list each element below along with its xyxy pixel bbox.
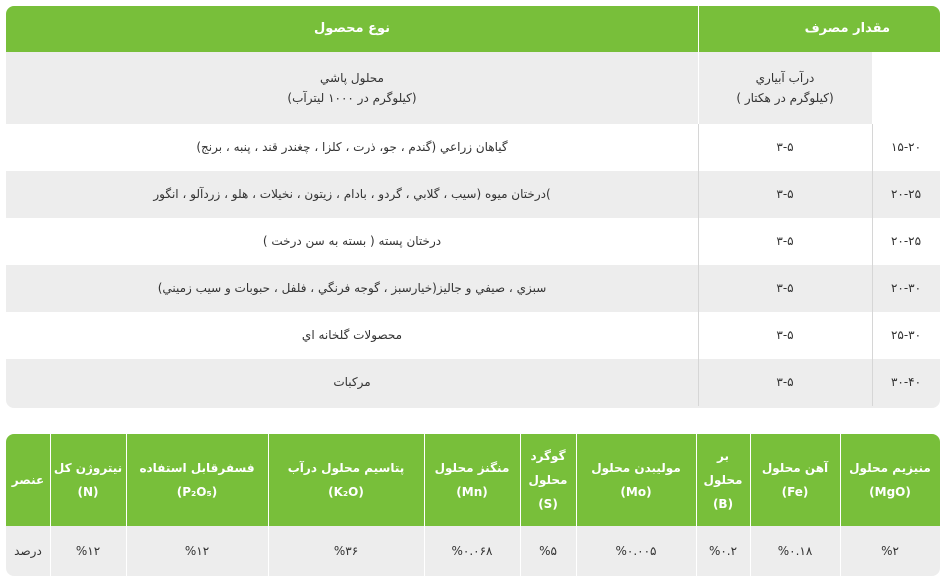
- foliar-rate-cell: ۲۵-۳۰: [890, 328, 922, 342]
- irrigation-subheader-line2: ( كيلوگرم در هكتار): [736, 91, 834, 105]
- irrigation-rate-cell: ۳-۵: [776, 234, 794, 248]
- element-symbol: (S): [538, 497, 558, 511]
- irrigation-rate-cell: ۳-۵: [776, 328, 794, 342]
- element-header-iron: [750, 434, 840, 526]
- foliar-rate-cell: ۱۵-۲۰: [890, 140, 922, 154]
- irrigation-rate-cell: ۳-۵: [776, 187, 794, 201]
- element-symbol: (MgO): [869, 485, 911, 499]
- empty-subheader-cell: [872, 52, 940, 124]
- value-cell-phosphorus: %۱۲: [184, 544, 210, 558]
- irrigation-rate-cell: ۳-۵: [776, 140, 794, 154]
- element-name: پتاسيم محلول درآب: [287, 461, 405, 475]
- value-divider: [50, 526, 51, 576]
- element-symbol: (N): [77, 485, 99, 499]
- element-qualifier: محلول: [528, 473, 568, 487]
- value-cell-molybdenum: %۰.۰۰۵: [615, 544, 657, 558]
- irrigation-subheader: [698, 52, 872, 124]
- crop-cell: درختان پسته ( بسته به سن درخت ): [262, 234, 442, 248]
- element-name: موليبدن محلول: [591, 461, 681, 475]
- value-cell-potassium: %۳۶: [333, 544, 359, 558]
- value-cell-sulfur: %۵: [539, 544, 557, 558]
- element-label-header: [6, 434, 50, 526]
- table-row: [6, 359, 940, 408]
- element-header-manganese: [424, 434, 520, 526]
- value-cell-iron: %۰.۱۸: [777, 544, 813, 558]
- value-divider: [424, 526, 425, 576]
- value-divider: [696, 526, 697, 576]
- header-divider: [696, 434, 697, 526]
- value-cell-magnesium: %۲: [881, 544, 899, 558]
- element-name: فسفرقابل استفاده: [139, 461, 255, 475]
- table-row: [6, 171, 940, 218]
- crop-cell: درختان ميوه (سيب ، گلابي ، گردو ، بادام ، زيتون ، نخيلات ، هلو ، زردآلو ، انگور(: [153, 187, 551, 201]
- element-name: نيتروژن كل: [53, 461, 123, 475]
- header-divider: [268, 434, 269, 526]
- table-row: [6, 312, 940, 359]
- element-symbol: (B): [712, 497, 734, 511]
- value-label-cell: درصد: [14, 544, 42, 558]
- header-divider: [840, 434, 841, 526]
- crop-cell: سبزي ، صيفي و جاليز(خيارسبز ، گوجه فرنگي ، فلفل ، حبوبات و سيب زميني): [157, 281, 547, 295]
- value-cell-manganese: %۰.۰۶۸: [451, 544, 493, 558]
- value-divider: [268, 526, 269, 576]
- irrigation-subheader-line1: درآب آبياري: [755, 71, 815, 85]
- header-divider: [50, 434, 51, 526]
- element-symbol: (Mn): [456, 485, 488, 499]
- usage-rate-header-label: مقدار مصرف: [804, 21, 890, 36]
- irrigation-rate-cell: ۳-۵: [776, 281, 794, 295]
- table-row: [6, 124, 940, 171]
- element-header-nitrogen: [50, 434, 126, 526]
- foliar-subheader: [6, 52, 698, 124]
- foliar-rate-cell: ۳۰-۴۰: [890, 375, 922, 389]
- value-divider: [840, 526, 841, 576]
- header-divider: [520, 434, 521, 526]
- value-divider: [750, 526, 751, 576]
- element-header-molybdenum: [576, 434, 696, 526]
- foliar-rate-cell: ۲۰-۳۰: [890, 281, 922, 295]
- element-label: عنصر: [11, 473, 45, 487]
- element-qualifier: محلول: [703, 473, 743, 487]
- element-name: گوگرد: [530, 449, 566, 463]
- header-divider: [424, 434, 425, 526]
- element-header-sulfur: [520, 434, 576, 526]
- element-header-phosphorus: [126, 434, 268, 526]
- composition-header: [6, 434, 940, 526]
- element-symbol: (K₂O): [328, 485, 364, 499]
- foliar-subheader-line1: محلول پاشي: [320, 71, 384, 85]
- table-row: [6, 218, 940, 265]
- usage-subheader: [6, 52, 940, 124]
- composition-values-row: [6, 526, 940, 576]
- table-row: [6, 265, 940, 312]
- value-cell-boron: %۰.۲: [708, 544, 738, 558]
- crop-cell: گياهان زراعي (گندم ، جو، ذرت ، كلزا ، چغندر قند ، پنبه ، برنج): [196, 140, 508, 154]
- usage-rate-table: [6, 6, 940, 408]
- header-divider: [576, 434, 577, 526]
- usage-rate-header: [6, 6, 940, 52]
- value-cell-nitrogen: %۱۲: [75, 544, 101, 558]
- composition-table: [6, 434, 940, 576]
- element-name: منگنز محلول: [434, 461, 510, 475]
- header-divider: [750, 434, 751, 526]
- value-divider: [576, 526, 577, 576]
- foliar-rate-cell: ۲۰-۲۵: [890, 234, 922, 248]
- value-divider: [126, 526, 127, 576]
- value-divider: [520, 526, 521, 576]
- crop-cell: مركبات: [333, 375, 371, 389]
- product-type-header: نوع محصول: [313, 21, 391, 36]
- foliar-rate-cell: ۲۰-۲۵: [890, 187, 922, 201]
- element-header-magnesium: [840, 434, 940, 526]
- element-symbol: (P₂O₅): [176, 485, 218, 499]
- element-name: بر: [717, 449, 729, 463]
- element-name: منيزيم محلول: [849, 461, 931, 475]
- foliar-subheader-line2: (كيلوگرم در ۱۰۰۰ ليترآب): [287, 91, 417, 105]
- header-divider: [126, 434, 127, 526]
- element-header-potassium: [268, 434, 424, 526]
- crop-cell: محصولات گلخانه اي: [301, 328, 403, 342]
- element-header-boron: [696, 434, 750, 526]
- irrigation-rate-cell: ۳-۵: [776, 375, 794, 389]
- element-name: آهن محلول: [761, 461, 829, 475]
- element-symbol: (Mo): [620, 485, 652, 499]
- element-symbol: (Fe): [781, 485, 809, 499]
